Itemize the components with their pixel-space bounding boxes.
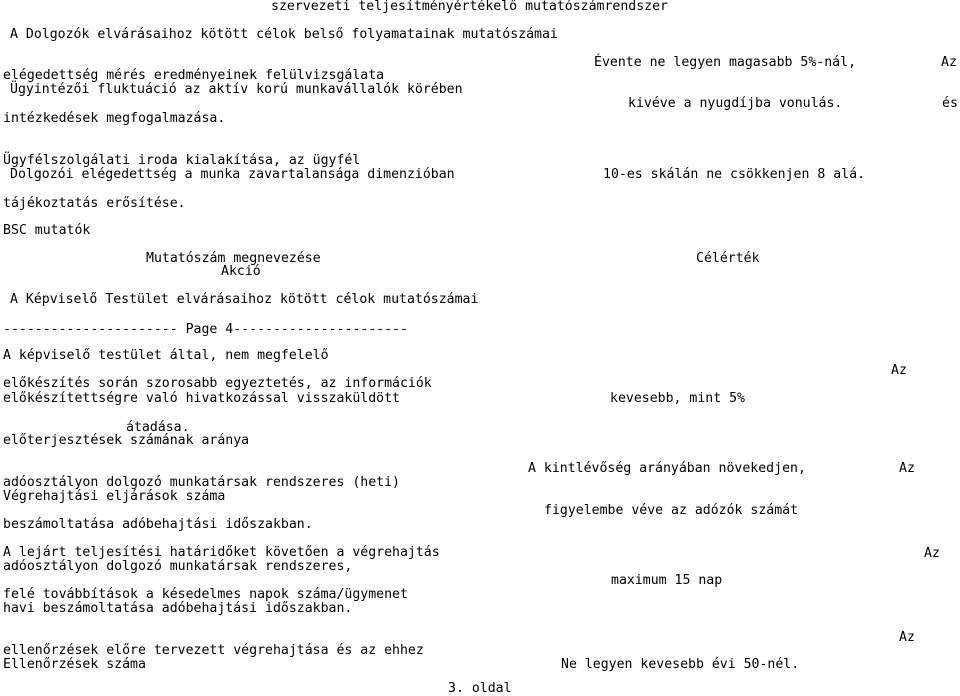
action-line: A lejárt teljesítési határidőket követően a végrehajtás xyxy=(3,545,440,560)
action-fragment: és xyxy=(942,96,958,111)
target-value-line: kevesebb, mint 5% xyxy=(610,391,745,406)
action-line: tájékoztatás erősítése. xyxy=(3,196,186,211)
target-value-line: Ne legyen kevesebb évi 50-nél. xyxy=(561,657,800,672)
action-line: Ügyfélszolgálati iroda kialakítása, az ügyfél xyxy=(3,153,361,168)
target-value-line: kivéve a nyugdíjba vonulás. xyxy=(628,96,843,111)
action-line: elégedettség mérés eredményeinek felülvizsgálata xyxy=(3,68,385,83)
action-line: előkészítettségre való hivatkozással visszaküldött xyxy=(3,391,400,406)
target-value-line: 10-es skálán ne csökkenjen 8 alá. xyxy=(603,167,866,182)
indicator-name: előterjesztések számának aránya xyxy=(3,433,250,448)
target-value-line: Évente ne legyen magasabb 5%-nál, xyxy=(594,55,857,70)
page-separator: ---------------------- Page 4---------------------- xyxy=(3,322,408,337)
action-line: előkészítés során szorosabb egyeztetés, az információk xyxy=(3,376,432,391)
target-value-line: figyelembe véve az adózók számát xyxy=(544,503,799,518)
indicator-name: Ügyintézői fluktuáció az aktív korú munkavállalók körében xyxy=(10,82,463,97)
target-value-line: maximum 15 nap xyxy=(611,573,723,588)
column-header-indicator: Mutatószám megnevezése xyxy=(146,251,321,266)
indicator-name: Végrehajtási eljárások száma xyxy=(3,489,226,504)
action-line: adóosztályon dolgozó munkatársak rendszeres (heti) xyxy=(3,475,400,490)
section-heading-council: A Képviselő Testület elvárásaihoz kötött célok mutatószámai xyxy=(10,292,479,307)
indicator-name: havi beszámoltatása adóbehajtási időszakban. xyxy=(3,601,353,616)
page-number: 3. oldal xyxy=(448,681,512,696)
bsc-label: BSC mutatók xyxy=(3,223,91,238)
action-line: átadása. xyxy=(126,420,190,435)
action-line: intézkedések megfogalmazása. xyxy=(3,111,226,126)
action-fragment: Az xyxy=(899,630,915,645)
target-value-line: A kintlévőség arányában növekedjen, xyxy=(528,461,806,476)
action-line: A képviselő testület által, nem megfelelő xyxy=(3,348,329,363)
indicator-name: Dolgozói elégedettség a munka zavartalansága dimenzióban xyxy=(10,167,455,182)
section-heading-employees: A Dolgozók elvárásaihoz kötött célok belső folyamatainak mutatószámai xyxy=(10,27,558,42)
column-header-action: Akció xyxy=(221,264,261,279)
column-header-target: Célérték xyxy=(696,251,760,266)
action-line: ellenőrzések előre tervezett végrehajtása és az ehhez xyxy=(3,643,424,658)
action-line: felé továbbítások a késedelmes napok száma/ügymenet xyxy=(3,587,408,602)
action-fragment: Az xyxy=(891,363,907,378)
indicator-name: Ellenőrzések száma xyxy=(3,657,146,672)
action-fragment: Az xyxy=(899,461,915,476)
action-fragment: Az xyxy=(941,55,957,70)
page-header-title: szervezeti teljesítményértékelő mutatószámrendszer xyxy=(271,0,668,14)
action-line: beszámoltatása adóbehajtási időszakban. xyxy=(3,517,313,532)
action-fragment: Az xyxy=(924,546,940,561)
action-line: adóosztályon dolgozó munkatársak rendszeres, xyxy=(3,559,353,574)
